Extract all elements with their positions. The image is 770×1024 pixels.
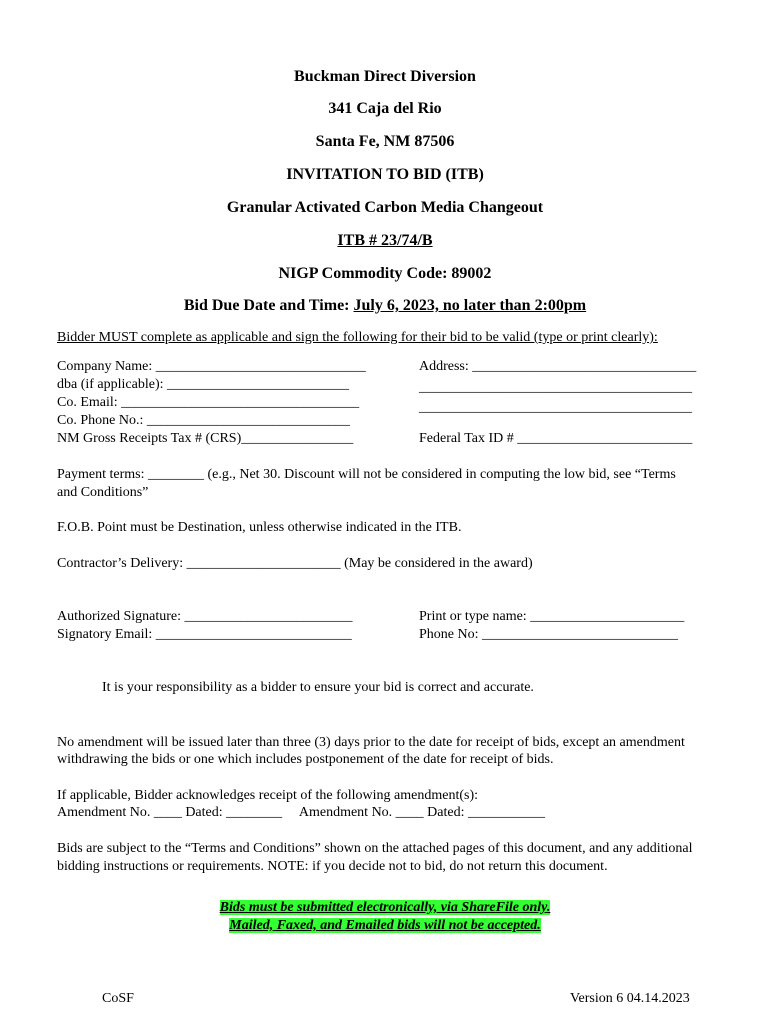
- amendment-fields[interactable]: Amendment No. ____ Dated: ________ Amendment No. ____ Dated: ___________: [57, 805, 545, 820]
- amendment-notice-line-1: No amendment will be issued later than three (3) days prior to the date for receipt of bids, except an amendment: [57, 735, 685, 750]
- acknowledge-line-1: If applicable, Bidder acknowledges receipt of the following amendment(s):: [57, 788, 479, 803]
- authorized-signature-field[interactable]: Authorized Signature: ________________________: [57, 609, 353, 624]
- submission-banner-line-1: [0, 899, 770, 917]
- street-address: 341 Caja del Rio: [328, 100, 442, 117]
- signatory-email-field[interactable]: Signatory Email: ____________________________: [57, 627, 352, 642]
- fob-notice: F.O.B. Point must be Destination, unless otherwise indicated in the ITB.: [57, 520, 462, 535]
- bidder-instruction: Bidder MUST complete as applicable and sign the following for their bid to be valid (type or print clearly):: [57, 330, 658, 345]
- nigp-code: NIGP Commodity Code: 89002: [278, 265, 492, 282]
- dba-field[interactable]: dba (if applicable): __________________________: [57, 377, 350, 392]
- address-line-2[interactable]: _______________________________________: [419, 380, 692, 395]
- federal-tax-id-field[interactable]: Federal Tax ID # _________________________: [419, 431, 693, 446]
- submission-banner-line-2: [0, 917, 770, 935]
- bid-due-line: [0, 296, 770, 316]
- project-title: Granular Activated Carbon Media Changeout: [226, 199, 544, 216]
- payment-terms-line-1[interactable]: Payment terms: ________ (e.g., Net 30. Discount will not be considered in computing the low bid, see “Terms: [57, 467, 676, 482]
- nm-gross-receipts-tax-field[interactable]: NM Gross Receipts Tax # (CRS)________________: [57, 431, 354, 446]
- payment-terms-line-2: and Conditions”: [57, 485, 149, 500]
- footer-left: CoSF: [102, 991, 134, 1006]
- company-phone-field[interactable]: Co. Phone No.: _____________________________: [57, 413, 350, 428]
- amendment-notice-line-2: withdrawing the bids or one which includes postponement of the date for receipt of bids.: [57, 752, 554, 767]
- org-name: Buckman Direct Diversion: [294, 68, 476, 85]
- company-email-field[interactable]: Co. Email: __________________________________: [57, 395, 360, 410]
- itb-number: ITB # 23/74/B: [337, 232, 433, 249]
- submission-banner-text-2: Mailed, Faxed, and Emailed bids will not be accepted.: [229, 918, 541, 933]
- print-name-field[interactable]: Print or type name: ______________________: [419, 609, 685, 624]
- terms-notice-line-1: Bids are subject to the “Terms and Conditions” shown on the attached pages of this document, and any additional: [57, 841, 693, 856]
- contractor-delivery-field[interactable]: Contractor’s Delivery: ______________________ (May be considered in the award): [57, 556, 533, 571]
- bid-due-value: July 6, 2023, no later than 2:00pm: [353, 297, 587, 314]
- document-title: INVITATION TO BID (ITB): [286, 166, 484, 183]
- address-line-3[interactable]: _______________________________________: [419, 400, 692, 415]
- bid-due-label: Bid Due Date and Time:: [183, 297, 350, 314]
- city-state-zip: Santa Fe, NM 87506: [315, 133, 455, 150]
- company-name-field[interactable]: Company Name: ______________________________: [57, 359, 366, 374]
- submission-banner-text-1: Bids must be submitted electronically, via ShareFile only.: [219, 900, 551, 915]
- responsibility-notice: It is your responsibility as a bidder to ensure your bid is correct and accurate.: [102, 680, 534, 695]
- footer-version: Version 6 04.14.2023: [570, 991, 690, 1006]
- phone-no-field[interactable]: Phone No: ____________________________: [419, 627, 678, 642]
- terms-notice-line-2: bidding instructions or requirements. NOTE: if you decide not to bid, do not return this document.: [57, 859, 608, 874]
- address-field[interactable]: Address: ________________________________: [419, 359, 697, 374]
